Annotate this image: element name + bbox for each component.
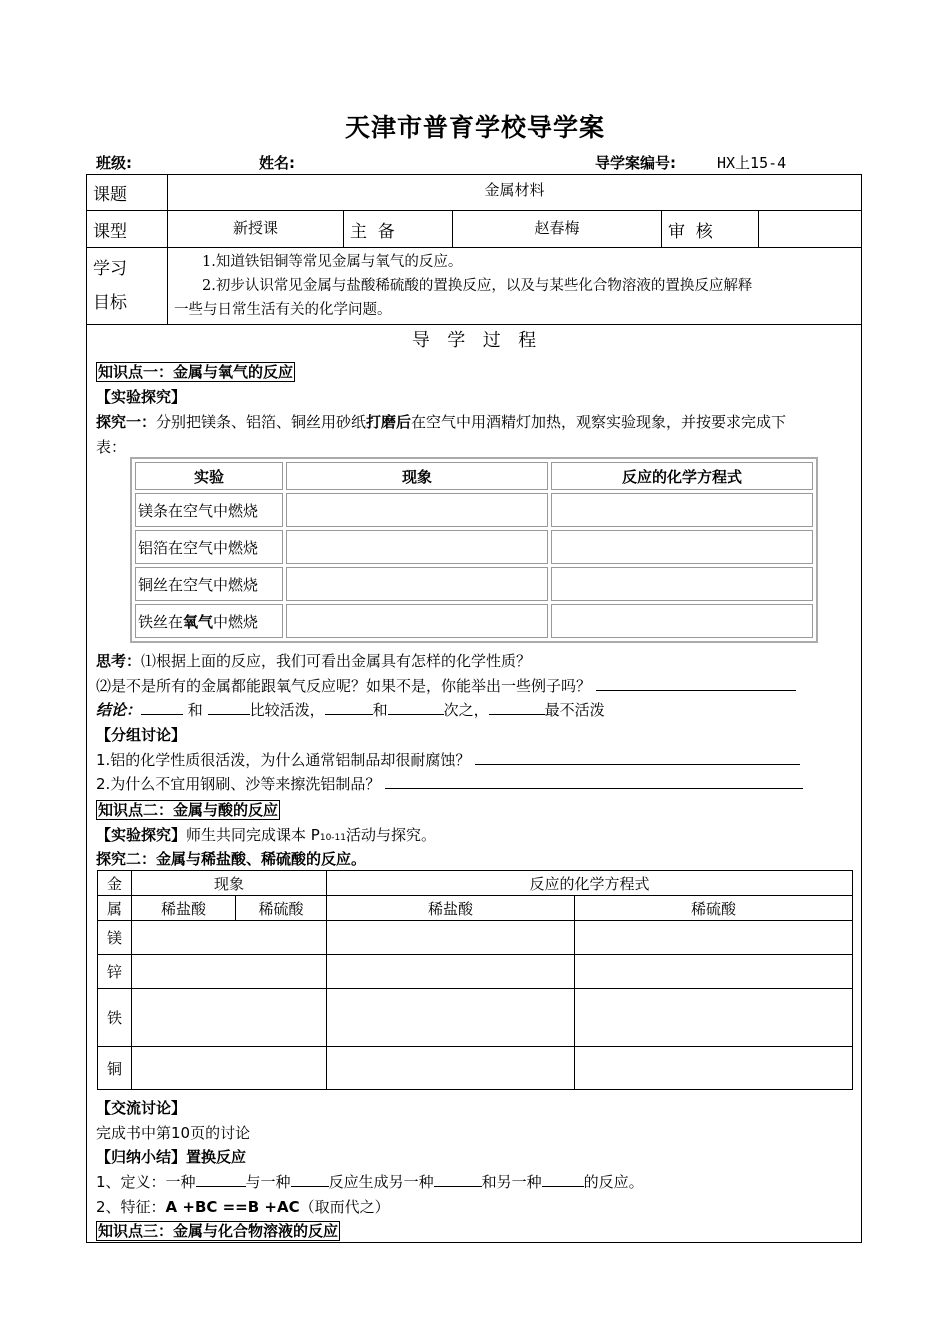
answer-blank[interactable] bbox=[475, 750, 800, 765]
row4-a: 铁丝在 bbox=[138, 612, 184, 631]
conclusion bbox=[96, 699, 605, 720]
row-label: 铜丝在空气中燃烧 bbox=[135, 567, 283, 601]
blank-cell[interactable] bbox=[286, 530, 548, 564]
goal-2b: 一些与日常生活有关的化学问题。 bbox=[174, 302, 392, 318]
row-label bbox=[135, 604, 283, 638]
feature bbox=[96, 1196, 390, 1217]
type-value: 新授课 bbox=[168, 211, 344, 248]
def-e: 的反应。 bbox=[583, 1173, 644, 1191]
think-1-text: ⑴根据上面的反应，我们可看出金属具有怎样的化学性质？ bbox=[141, 652, 532, 670]
q1-text: 1.铝的化学性质很活泼，为什么通常铝制品却很耐腐蚀？ bbox=[96, 751, 471, 769]
blank-cell[interactable] bbox=[286, 567, 548, 601]
explore-1 bbox=[96, 411, 786, 432]
blank-cell[interactable] bbox=[551, 604, 813, 638]
oxygen-table bbox=[130, 457, 818, 643]
discuss-text: 完成书中第10页的讨论 bbox=[96, 1124, 251, 1142]
blank-cell[interactable] bbox=[132, 989, 327, 1047]
process-title: 导 学 过 程 bbox=[411, 330, 539, 351]
question-2 bbox=[96, 773, 803, 794]
c-least: 最不活泼 bbox=[544, 701, 605, 719]
summary-title: 【归纳小结】置换反应 bbox=[96, 1148, 247, 1166]
table-row bbox=[135, 493, 813, 527]
answer-blank[interactable] bbox=[291, 1172, 329, 1187]
blank-cell[interactable] bbox=[551, 530, 813, 564]
blank-cell[interactable] bbox=[327, 955, 575, 989]
row-label: 镁条在空气中燃烧 bbox=[135, 493, 283, 527]
blank-cell[interactable] bbox=[575, 1047, 853, 1090]
main-value: 赵春梅 bbox=[453, 211, 662, 248]
th-equation: 反应的化学方程式 bbox=[327, 871, 853, 896]
th-equation: 反应的化学方程式 bbox=[551, 462, 813, 490]
info-table bbox=[86, 174, 862, 325]
blank-cell[interactable] bbox=[575, 989, 853, 1047]
k1-title: 知识点一：金属与氧气的反应 bbox=[98, 363, 294, 381]
code-value: HX上15-4 bbox=[717, 154, 787, 172]
metal-cell: 锌 bbox=[98, 955, 132, 989]
discuss-title: 【交流讨论】 bbox=[96, 1099, 187, 1117]
c-and2: 和 bbox=[372, 701, 388, 719]
answer-blank[interactable] bbox=[385, 774, 803, 789]
answer-blank[interactable] bbox=[196, 1172, 246, 1187]
c-active: 比较活泼， bbox=[249, 701, 325, 719]
table-row bbox=[98, 989, 853, 1047]
k2-exp-title: 【实验探究】 bbox=[96, 826, 187, 844]
k2-exp bbox=[96, 824, 436, 845]
goal-2a: 2.初步认识常见金属与盐酸稀硫酸的置换反应，以及与某些化合物溶液的置换反应解释 bbox=[202, 278, 753, 294]
blank-cell[interactable] bbox=[575, 921, 853, 955]
answer-blank[interactable] bbox=[596, 676, 796, 691]
page-title: 天津市普育学校导学案 bbox=[344, 113, 605, 142]
answer-blank[interactable] bbox=[434, 1172, 482, 1187]
table-row bbox=[98, 921, 853, 955]
type-label: 课型 bbox=[87, 211, 168, 248]
def-b: 与一种 bbox=[245, 1173, 291, 1191]
th-hcl: 稀盐酸 bbox=[132, 896, 236, 921]
k2-exp-sub: 10-11 bbox=[319, 833, 346, 843]
table-row bbox=[135, 567, 813, 601]
class-label: 班级: bbox=[96, 154, 132, 172]
blank-cell[interactable] bbox=[551, 493, 813, 527]
row4-bold: 氧气 bbox=[183, 612, 214, 631]
blank-cell[interactable] bbox=[286, 604, 548, 638]
th-metal-1: 金 bbox=[98, 871, 132, 896]
feature-formula: A +BC ==B +AC bbox=[165, 1198, 300, 1216]
definition bbox=[96, 1171, 644, 1192]
answer-blank[interactable] bbox=[388, 700, 444, 715]
th-eq-hcl: 稀盐酸 bbox=[327, 896, 575, 921]
table-row bbox=[98, 1047, 853, 1090]
answer-blank[interactable] bbox=[489, 700, 545, 715]
blank-cell[interactable] bbox=[575, 955, 853, 989]
k3-title: 知识点三：金属与化合物溶液的反应 bbox=[98, 1222, 339, 1240]
goal-label bbox=[87, 248, 168, 325]
k2-exp-text: 师生共同完成课本 P bbox=[186, 826, 320, 844]
main-label: 主 备 bbox=[344, 211, 453, 248]
def-a: 1、定义：一种 bbox=[96, 1173, 196, 1191]
th-experiment: 实验 bbox=[135, 462, 283, 490]
table-row bbox=[135, 530, 813, 564]
code-label: 导学案编号: bbox=[595, 154, 676, 172]
k2-exp-text-b: 活动与探究。 bbox=[346, 826, 437, 844]
goal-label-1: 学习 bbox=[93, 259, 127, 279]
think-label: 思考： bbox=[96, 652, 142, 670]
row-label: 铝箔在空气中燃烧 bbox=[135, 530, 283, 564]
metal-cell: 铜 bbox=[98, 1047, 132, 1090]
feature-a: 2、特征： bbox=[96, 1198, 166, 1216]
answer-blank[interactable] bbox=[542, 1172, 584, 1187]
think-2-text: ⑵是不是所有的金属都能跟氧气反应呢？如果不是，你能举出一些例子吗？ bbox=[96, 677, 592, 695]
answer-blank[interactable] bbox=[325, 700, 373, 715]
conclusion-label: 结论： bbox=[96, 701, 142, 719]
topic-value: 金属材料 bbox=[168, 175, 862, 211]
review-label: 审 核 bbox=[662, 211, 759, 248]
goal-label-2: 目标 bbox=[93, 293, 127, 313]
blank-cell[interactable] bbox=[132, 921, 327, 955]
name-label: 姓名: bbox=[259, 154, 295, 172]
blank-cell[interactable] bbox=[327, 1047, 575, 1090]
table-row bbox=[98, 955, 853, 989]
think-2 bbox=[96, 675, 796, 696]
topic-label: 课题 bbox=[87, 175, 168, 211]
k1-exp-title: 【实验探究】 bbox=[96, 388, 187, 406]
goal-1: 1.知道铁铝铜等常见金属与氧气的反应。 bbox=[202, 254, 463, 270]
review-value bbox=[759, 211, 862, 248]
explore-1-text-b: 在空气中用酒精灯加热，观察实验现象，并按要求完成下 bbox=[411, 413, 787, 431]
acid-table bbox=[97, 870, 853, 1090]
answer-blank[interactable] bbox=[208, 700, 250, 715]
row4-b: 中燃烧 bbox=[213, 612, 259, 631]
th-metal-2: 属 bbox=[98, 896, 132, 921]
blank-cell[interactable] bbox=[551, 567, 813, 601]
goal-text bbox=[168, 248, 862, 325]
explore-1-bold: 打磨后 bbox=[366, 413, 412, 431]
q2-text: 2.为什么不宜用钢刷、沙等来擦洗铝制品？ bbox=[96, 775, 381, 793]
group-title: 【分组讨论】 bbox=[96, 726, 187, 744]
explore-2: 探究二：金属与稀盐酸、稀硫酸的反应。 bbox=[96, 850, 367, 868]
blank-cell[interactable] bbox=[132, 955, 327, 989]
table-row bbox=[135, 604, 813, 638]
th-eq-h2so4: 稀硫酸 bbox=[575, 896, 853, 921]
blank-cell[interactable] bbox=[132, 1047, 327, 1090]
think-1 bbox=[96, 650, 531, 671]
def-d: 和另一种 bbox=[481, 1173, 542, 1191]
metal-cell: 镁 bbox=[98, 921, 132, 955]
c-next: 次之， bbox=[443, 701, 489, 719]
question-1 bbox=[96, 749, 800, 770]
answer-blank[interactable] bbox=[141, 700, 183, 715]
explore-1-text-a: 分别把镁条、铝箔、铜丝用砂纸 bbox=[156, 413, 367, 431]
def-c: 反应生成另一种 bbox=[328, 1173, 434, 1191]
feature-b: （取而代之） bbox=[299, 1198, 390, 1216]
th-h2so4: 稀硫酸 bbox=[236, 896, 327, 921]
explore-1-text-c: 表： bbox=[96, 438, 127, 456]
blank-cell[interactable] bbox=[327, 921, 575, 955]
blank-cell[interactable] bbox=[286, 493, 548, 527]
metal-cell: 铁 bbox=[98, 989, 132, 1047]
k2-title: 知识点二：金属与酸的反应 bbox=[98, 801, 279, 819]
th-phenomenon: 现象 bbox=[286, 462, 548, 490]
explore-1-label: 探究一： bbox=[96, 413, 157, 431]
blank-cell[interactable] bbox=[327, 989, 575, 1047]
c-and1: 和 bbox=[187, 701, 203, 719]
th-phenomenon: 现象 bbox=[132, 871, 327, 896]
